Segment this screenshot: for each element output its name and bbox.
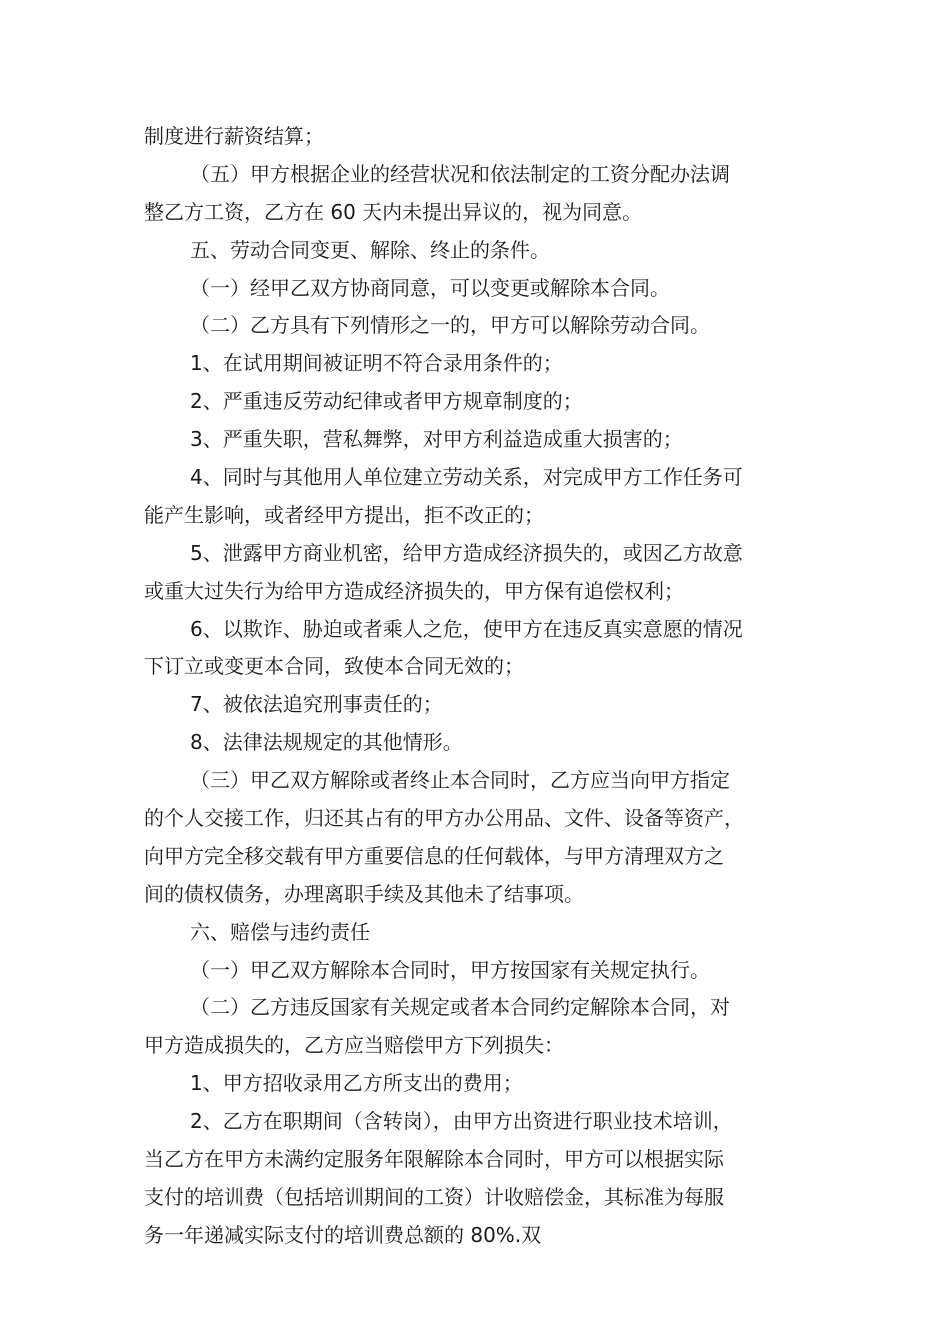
text-line: 甲方造成损失的，乙方应当赔偿甲方下列损失： <box>144 1033 564 1058</box>
text-line: 务一年递减实际支付的培训费总额的 80%.双 <box>144 1222 542 1247</box>
text-line: （一）甲乙双方解除本合同时，甲方按国家有关规定执行。 <box>190 957 710 982</box>
list-item: 6、以欺诈、胁迫或者乘人之危，使甲方在违反真实意愿的情况 <box>190 616 743 641</box>
text-line: 能产生影响，或者经甲方提出，拒不改正的； <box>144 502 544 527</box>
text-line: （二）乙方违反国家有关规定或者本合同约定解除本合同，对 <box>190 995 730 1020</box>
list-item: 2、乙方在职期间（含转岗），由甲方出资进行职业技术培训， <box>190 1109 733 1134</box>
document-body <box>144 118 812 1255</box>
section-heading: 六、赔偿与违约责任 <box>190 919 370 944</box>
text-line: 制度进行薪资结算； <box>144 124 324 148</box>
list-item: 5、泄露甲方商业机密，给甲方造成经济损失的，或因乙方故意 <box>190 540 743 565</box>
text-line: 下订立或变更本合同，致使本合同无效的； <box>144 654 524 679</box>
text-line: （一）经甲乙双方协商同意，可以变更或解除本合同。 <box>190 275 670 300</box>
list-item: 1、甲方招收录用乙方所支出的费用； <box>190 1071 523 1096</box>
list-item: 7、被依法追究刑事责任的； <box>190 692 443 717</box>
list-item: 8、法律法规规定的其他情形。 <box>190 730 463 755</box>
text-line: 的个人交接工作，归还其占有的甲方办公用品、文件、设备等资产， <box>144 806 744 831</box>
text-line: 或重大过失行为给甲方造成经济损失的，甲方保有追偿权利； <box>144 578 684 603</box>
text-line: （三）甲乙双方解除或者终止本合同时，乙方应当向甲方指定 <box>190 768 730 793</box>
list-item: 4、同时与其他用人单位建立劳动关系，对完成甲方工作任务可 <box>190 465 743 490</box>
text-line: （二）乙方具有下列情形之一的，甲方可以解除劳动合同。 <box>190 313 710 338</box>
list-item: 3、严重失职，营私舞弊，对甲方利益造成重大损害的； <box>190 427 683 452</box>
text-line: 支付的培训费（包括培训期间的工资）计收赔偿金，其标准为每服 <box>144 1184 724 1209</box>
text-line: 整乙方工资，乙方在 60 天内未提出异议的，视为同意。 <box>144 199 643 224</box>
text-line: 间的债权债务，办理离职手续及其他未了结事项。 <box>144 881 584 906</box>
text-line: 当乙方在甲方未满约定服务年限解除本合同时，甲方可以根据实际 <box>144 1147 724 1172</box>
text-line: 向甲方完全移交载有甲方重要信息的任何载体，与甲方清理双方之 <box>144 843 724 868</box>
list-item: 2、严重违反劳动纪律或者甲方规章制度的； <box>190 389 583 414</box>
section-heading: 五、劳动合同变更、解除、终止的条件。 <box>190 237 550 262</box>
list-item: 1、在试用期间被证明不符合录用条件的； <box>190 351 563 376</box>
text-line: （五）甲方根据企业的经营状况和依法制定的工资分配办法调 <box>190 161 730 186</box>
